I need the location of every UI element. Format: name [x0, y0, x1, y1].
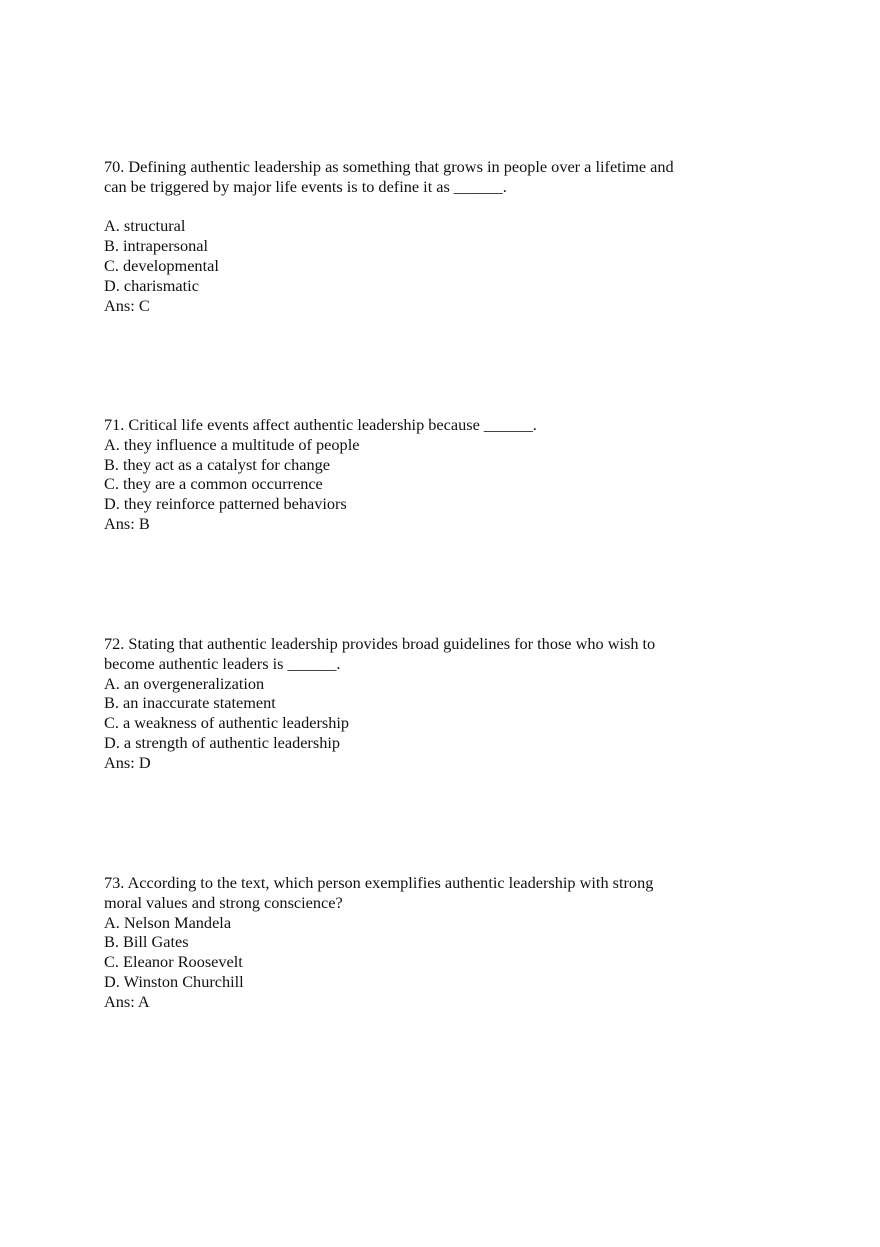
answer-key: Ans: D: [104, 752, 151, 772]
option-d: D. Winston Churchill: [104, 971, 244, 991]
answer-key: Ans: A: [104, 991, 150, 1011]
question-stem-line: 71. Critical life events affect authentic leadership because ______.: [104, 415, 537, 434]
option-d: D. they reinforce patterned behaviors: [104, 494, 347, 514]
option-a: A. an overgeneralization: [104, 673, 265, 693]
question-71: [104, 415, 744, 534]
answer-key: Ans: C: [104, 295, 150, 315]
option-b: B. intrapersonal: [104, 236, 208, 256]
option-c: C. developmental: [104, 255, 219, 275]
option-c: C. they are a common occurrence: [104, 474, 323, 494]
question-stem-line: 72. Stating that authentic leadership provides broad guidelines for those who wish to: [104, 634, 656, 653]
question-stem-line: 73. According to the text, which person exemplifies authentic leadership with strong: [104, 873, 654, 892]
question-stem-line: become authentic leaders is ______.: [104, 653, 341, 673]
option-a: A. Nelson Mandela: [104, 912, 232, 932]
question-stem-line: 70. Defining authentic leadership as something that grows in people over a lifetime and: [104, 157, 674, 176]
answer-key: Ans: B: [104, 513, 150, 533]
option-b: B. an inaccurate statement: [104, 693, 276, 713]
option-c: C. a weakness of authentic leadership: [104, 713, 350, 733]
option-d: D. charismatic: [104, 275, 199, 295]
option-c: C. Eleanor Roosevelt: [104, 952, 243, 972]
option-a: A. structural: [104, 216, 186, 236]
question-73: [104, 873, 744, 1012]
option-a: A. they influence a multitude of people: [104, 434, 360, 454]
option-b: B. Bill Gates: [104, 932, 189, 952]
blank-line-spacer: [104, 197, 744, 217]
option-b: B. they act as a catalyst for change: [104, 454, 331, 474]
question-stem-line: can be triggered by major life events is to define it as ______.: [104, 176, 507, 196]
question-stem-line: moral values and strong conscience?: [104, 892, 343, 912]
option-d: D. a strength of authentic leadership: [104, 732, 340, 752]
question-72: [104, 634, 744, 773]
question-70: [104, 157, 744, 315]
